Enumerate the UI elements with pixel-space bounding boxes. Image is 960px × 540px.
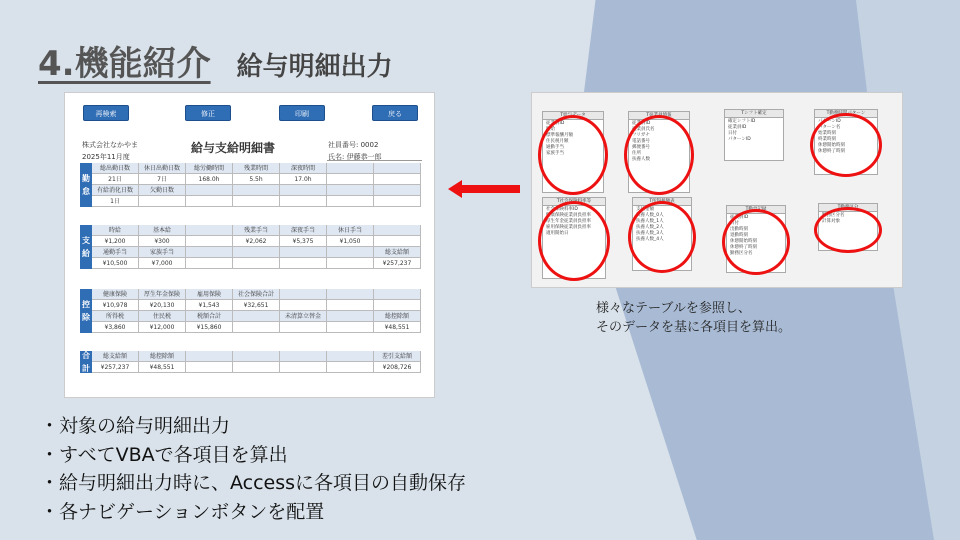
field-label	[327, 185, 374, 196]
field-label	[186, 185, 233, 196]
section-grid	[92, 289, 421, 333]
field-label: 総出勤日数	[92, 163, 139, 174]
form-title: 給与支給明細書	[191, 141, 276, 155]
field-value	[233, 258, 280, 269]
company-name: 株式会社なかやま	[82, 141, 138, 149]
field-label: 厚生年金保険	[139, 289, 186, 300]
highlight-circle	[810, 113, 882, 177]
field-value	[374, 300, 421, 311]
slide-title: 4.機能紹介	[38, 44, 211, 84]
section-grid	[92, 225, 421, 269]
db-field-list: 従業員ID 従業員氏名 フリガナ 電話番号 郵便番号 住所 扶養人数	[632, 121, 655, 162]
section-grid	[92, 163, 421, 207]
field-value: 21日	[92, 174, 139, 185]
db-table-title: T勤務時間パターン	[815, 110, 877, 118]
field-value	[233, 362, 280, 373]
db-field-list: 勤務区分名 計算対象	[822, 213, 845, 224]
field-value	[186, 196, 233, 207]
field-value: 17.0h	[280, 174, 327, 185]
field-value	[374, 236, 421, 247]
field-value: ¥48,551	[139, 362, 186, 373]
field-label	[327, 247, 374, 258]
diagram-caption	[596, 299, 791, 337]
field-label	[233, 247, 280, 258]
field-value: ¥12,000	[139, 322, 186, 333]
field-label: 総労働時間	[186, 163, 233, 174]
feature-item: ・対象の給与明細出力	[40, 415, 231, 437]
field-label: 欠勤日数	[139, 185, 186, 196]
db-field-list: 従業員ID 時給 標準報酬月額 住民税月額 通勤手当 家族手当	[546, 121, 573, 156]
research-button[interactable]: 再検索	[83, 105, 129, 121]
section-label: 勤 怠	[80, 163, 92, 207]
payslip-section	[80, 351, 421, 373]
field-value	[280, 300, 327, 311]
form-button-row	[65, 105, 434, 121]
field-label: 住民税	[139, 311, 186, 322]
field-value	[186, 236, 233, 247]
slide-subtitle: 給与明細出力	[236, 52, 393, 82]
section-grid	[92, 351, 421, 373]
db-table-title: T勤怠記録	[727, 206, 785, 214]
field-value: ¥15,860	[186, 322, 233, 333]
field-value	[233, 322, 280, 333]
field-label: 休日出勤日数	[139, 163, 186, 174]
field-label	[374, 185, 421, 196]
field-label	[280, 247, 327, 258]
field-label	[186, 225, 233, 236]
employee-name: 氏名: 伊藤恭一郎	[328, 153, 382, 161]
field-value: ¥3,860	[92, 322, 139, 333]
db-table	[724, 109, 784, 161]
field-value	[327, 362, 374, 373]
db-table-title: T社会保険料率等	[543, 198, 605, 206]
field-label	[327, 289, 374, 300]
field-label: 総支給額	[374, 247, 421, 258]
field-label	[186, 247, 233, 258]
field-label: 税額合計	[186, 311, 233, 322]
field-value	[327, 174, 374, 185]
field-value: ¥20,130	[139, 300, 186, 311]
db-table-title: T従業員情報	[629, 112, 689, 120]
caption-line: そのデータを基に各項目を算出。	[596, 320, 792, 335]
field-value: ¥300	[139, 236, 186, 247]
field-value	[280, 196, 327, 207]
field-value	[186, 362, 233, 373]
field-label: 時給	[92, 225, 139, 236]
back-button[interactable]: 戻る	[372, 105, 418, 121]
field-value	[327, 300, 374, 311]
field-value	[327, 196, 374, 207]
payslip-section	[80, 163, 421, 207]
relationship-diagram-screenshot	[531, 92, 903, 288]
edit-button[interactable]: 修正	[185, 105, 231, 121]
field-label: 総控除額	[139, 351, 186, 362]
field-label	[374, 163, 421, 174]
highlight-circle	[538, 201, 610, 281]
name-underline	[327, 160, 422, 161]
field-label: 深夜手当	[280, 225, 327, 236]
field-value: ¥208,726	[374, 362, 421, 373]
slide-header	[38, 36, 393, 85]
highlight-circle	[814, 207, 882, 253]
field-label: 雇用保険	[186, 289, 233, 300]
section-label: 支 給	[80, 225, 92, 269]
field-label: 社会保険合計	[233, 289, 280, 300]
field-value	[186, 258, 233, 269]
print-button[interactable]: 印刷	[279, 105, 325, 121]
highlight-circle	[628, 201, 696, 273]
payslip-section	[80, 225, 421, 269]
highlight-circle	[624, 115, 694, 195]
db-table-title: Tシフト確定	[725, 110, 783, 118]
section-label: 控 除	[80, 289, 92, 333]
field-value	[280, 322, 327, 333]
field-value: 5.5h	[233, 174, 280, 185]
arrow-left-icon	[448, 180, 520, 198]
field-value	[327, 258, 374, 269]
field-label: 通勤手当	[92, 247, 139, 258]
field-value	[327, 322, 374, 333]
field-value: ¥48,551	[374, 322, 421, 333]
field-label: 総控除額	[374, 311, 421, 322]
db-field-list: 社会保険料率ID 健康保険従業員負担率 厚生年金従業員負担率 雇用保険従業員負担率 適用開始日	[546, 207, 591, 236]
db-table-title: T勤務区分	[819, 204, 877, 212]
pay-month: 2025年11月度	[82, 153, 130, 161]
feature-item: ・各ナビゲーションボタンを配置	[40, 500, 325, 523]
field-value	[374, 196, 421, 207]
field-label	[233, 185, 280, 196]
employee-number: 社員番号: 0002	[328, 141, 379, 149]
field-label: 残業手当	[233, 225, 280, 236]
db-field-list: 従業員ID 日付 出勤時刻 退勤時刻 休憩開始時刻 休憩終了時刻 勤務区分名	[730, 215, 757, 256]
field-value	[280, 258, 327, 269]
field-value: ¥1,200	[92, 236, 139, 247]
field-label	[280, 185, 327, 196]
payslip-form-screenshot	[64, 92, 435, 398]
field-label	[280, 289, 327, 300]
field-label: 残業時間	[233, 163, 280, 174]
field-value: ¥10,500	[92, 258, 139, 269]
highlight-circle	[722, 209, 790, 275]
field-value: ¥1,543	[186, 300, 233, 311]
db-table-title: T所得税額表	[633, 198, 691, 206]
field-label: 差引支給額	[374, 351, 421, 362]
field-value: ¥32,651	[233, 300, 280, 311]
field-value	[280, 362, 327, 373]
field-label: 総支給額	[92, 351, 139, 362]
field-value: ¥1,050	[327, 236, 374, 247]
feature-item: ・給与明細出力時に、Accessに各項目の自動保存	[40, 472, 467, 494]
payslip-section	[80, 289, 421, 333]
field-label	[233, 311, 280, 322]
field-value: 168.0h	[186, 174, 233, 185]
feature-item: ・すべてVBAで各項目を算出	[40, 443, 288, 466]
highlight-circle	[538, 115, 608, 195]
field-label: 有給消化日数	[92, 185, 139, 196]
field-value: ¥257,237	[374, 258, 421, 269]
field-label	[327, 311, 374, 322]
field-value: ¥7,000	[139, 258, 186, 269]
field-label	[186, 351, 233, 362]
caption-line: 様々なテーブルを参照し、	[596, 301, 751, 316]
field-value: 7日	[139, 174, 186, 185]
db-field-list: 確定シフトID 従業員ID 日付 パターンID	[728, 119, 756, 142]
field-label	[233, 351, 280, 362]
field-label: 休日手当	[327, 225, 374, 236]
field-value	[374, 174, 421, 185]
field-value: ¥10,978	[92, 300, 139, 311]
field-label	[327, 163, 374, 174]
db-field-list: 支払金額 扶養人数_0人 扶養人数_1人 扶養人数_2人 扶養人数_3人 扶養人数_4人	[636, 207, 664, 242]
field-value: ¥2,062	[233, 236, 280, 247]
db-field-list: パターンID パターン名 始業時刻 終業時刻 休憩開始時刻 休憩終了時刻	[818, 119, 845, 154]
field-label	[374, 225, 421, 236]
field-value: 1日	[92, 196, 139, 207]
field-label: 家族手当	[139, 247, 186, 258]
feature-list	[40, 412, 466, 526]
field-label: 所得税	[92, 311, 139, 322]
field-value	[139, 196, 186, 207]
db-table-title: T給与データ	[543, 112, 603, 120]
field-label	[327, 351, 374, 362]
field-label: 未清算立替金	[280, 311, 327, 322]
field-label	[374, 289, 421, 300]
field-label: 深夜時間	[280, 163, 327, 174]
field-value: ¥5,375	[280, 236, 327, 247]
field-label: 健康保険	[92, 289, 139, 300]
section-label: 合 計	[82, 351, 90, 373]
field-label	[280, 351, 327, 362]
field-label: 基本給	[139, 225, 186, 236]
field-value	[233, 196, 280, 207]
field-value: ¥257,237	[92, 362, 139, 373]
